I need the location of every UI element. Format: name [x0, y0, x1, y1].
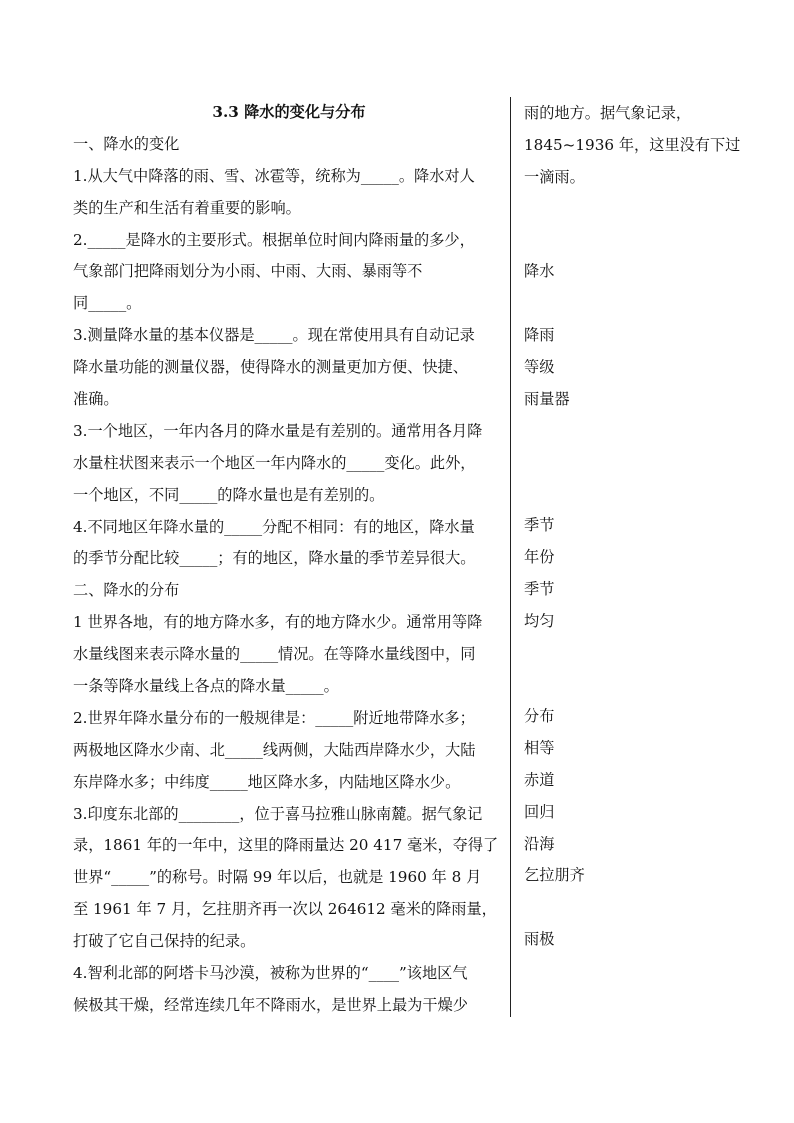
question-line: 水量柱状图来表示一个地区一年内降水的_____变化。此外，	[73, 453, 476, 472]
question-line: 一个地区，不同_____的降水量也是有差别的。	[73, 485, 385, 504]
section-heading: 一、降水的变化	[73, 134, 180, 153]
question-line: 的季节分配比较_____；有的地区，降水量的季节差异很大。	[73, 549, 476, 568]
section-heading: 二、降水的分布	[73, 581, 180, 600]
question-line: 打破了它自己保持的纪录。	[73, 932, 256, 951]
answer-item: 相等	[524, 739, 555, 757]
question-line: 1.从大气中降落的雨、雪、冰雹等，统称为_____。降水对人	[73, 166, 475, 185]
answer-item: 均匀	[524, 612, 555, 630]
column-divider	[510, 97, 511, 1017]
answer-item: 乞拉朋齐	[524, 866, 585, 884]
question-line: 东岸降水多；中纬度_____地区降水多，内陆地区降水少。	[73, 772, 461, 791]
answer-item: 降水	[524, 262, 555, 280]
answer-item: 回归	[524, 803, 555, 821]
answer-text: 雨的地方。据气象记录，	[524, 104, 692, 122]
question-line: 水量线图来表示降水量的_____情况。在等降水量线图中，同	[73, 645, 476, 664]
question-line: 准确。	[73, 390, 119, 409]
question-line: 2._____是降水的主要形式。根据单位时间内降雨量的多少，	[73, 230, 475, 249]
answer-item: 雨量器	[524, 390, 570, 408]
question-line: 类的生产和生活有着重要的影响。	[73, 198, 301, 217]
question-line: 4.智利北部的阿塔卡马沙漠，被称为世界的“____”该地区气	[73, 964, 468, 983]
question-line: 同_____。	[73, 294, 142, 313]
question-line: 3.一个地区，一年内各月的降水量是有差别的。通常用各月降	[73, 421, 483, 440]
question-line: 一条等降水量线上各点的降水量_____。	[73, 677, 339, 696]
answer-item: 沿海	[524, 835, 555, 853]
question-line: 2.世界年降水量分布的一般规律是：_____附近地带降水多；	[73, 708, 475, 727]
question-line: 3.印度东北部的________，位于喜马拉雅山脉南麓。据气象记	[73, 804, 483, 823]
page-title: 3.3 降水的变化与分布	[212, 103, 366, 121]
answer-text: 1845~1936 年，这里没有下过	[524, 136, 741, 154]
question-line: 1 世界各地，有的地方降水多，有的地方降水少。通常用等降	[73, 613, 483, 632]
question-line: 两极地区降水少南、北_____线两侧，大陆西岸降水少，大陆	[73, 740, 476, 759]
answer-item: 年份	[524, 548, 555, 566]
answer-item: 赤道	[524, 771, 555, 789]
question-line: 录，1861 年的一年中，这里的降雨量达 20 417 毫米，夺得了	[73, 836, 499, 855]
answer-item: 等级	[524, 358, 555, 376]
question-line: 候极其干燥，经常连续几年不降雨水，是世界上最为干燥少	[73, 995, 468, 1014]
question-line: 至 1961 年 7 月，乞拄朋齐再一次以 264612 毫米的降雨量，	[73, 900, 497, 919]
answer-item: 季节	[524, 580, 555, 598]
answer-item: 分布	[524, 707, 555, 725]
answer-item: 季节	[524, 516, 555, 534]
question-line: 3.测量降水量的基本仪器是_____。现在常使用具有自动记录	[73, 326, 475, 345]
answer-text: 一滴雨。	[524, 168, 585, 186]
question-column	[73, 97, 505, 1022]
answer-item: 雨极	[524, 930, 555, 948]
question-line: 4.不同地区年降水量的_____分配不相同：有的地区，降水量	[73, 517, 475, 536]
answer-item: 降雨	[524, 326, 555, 344]
question-line: 世界“_____”的称号。时隔 99 年以后，也就是 1960 年 8 月	[73, 868, 482, 887]
question-line: 气象部门把降雨划分为小雨、中雨、大雨、暴雨等不	[73, 262, 423, 281]
question-line: 降水量功能的测量仪器，使得降水的测量更加方便、快捷、	[73, 358, 468, 377]
